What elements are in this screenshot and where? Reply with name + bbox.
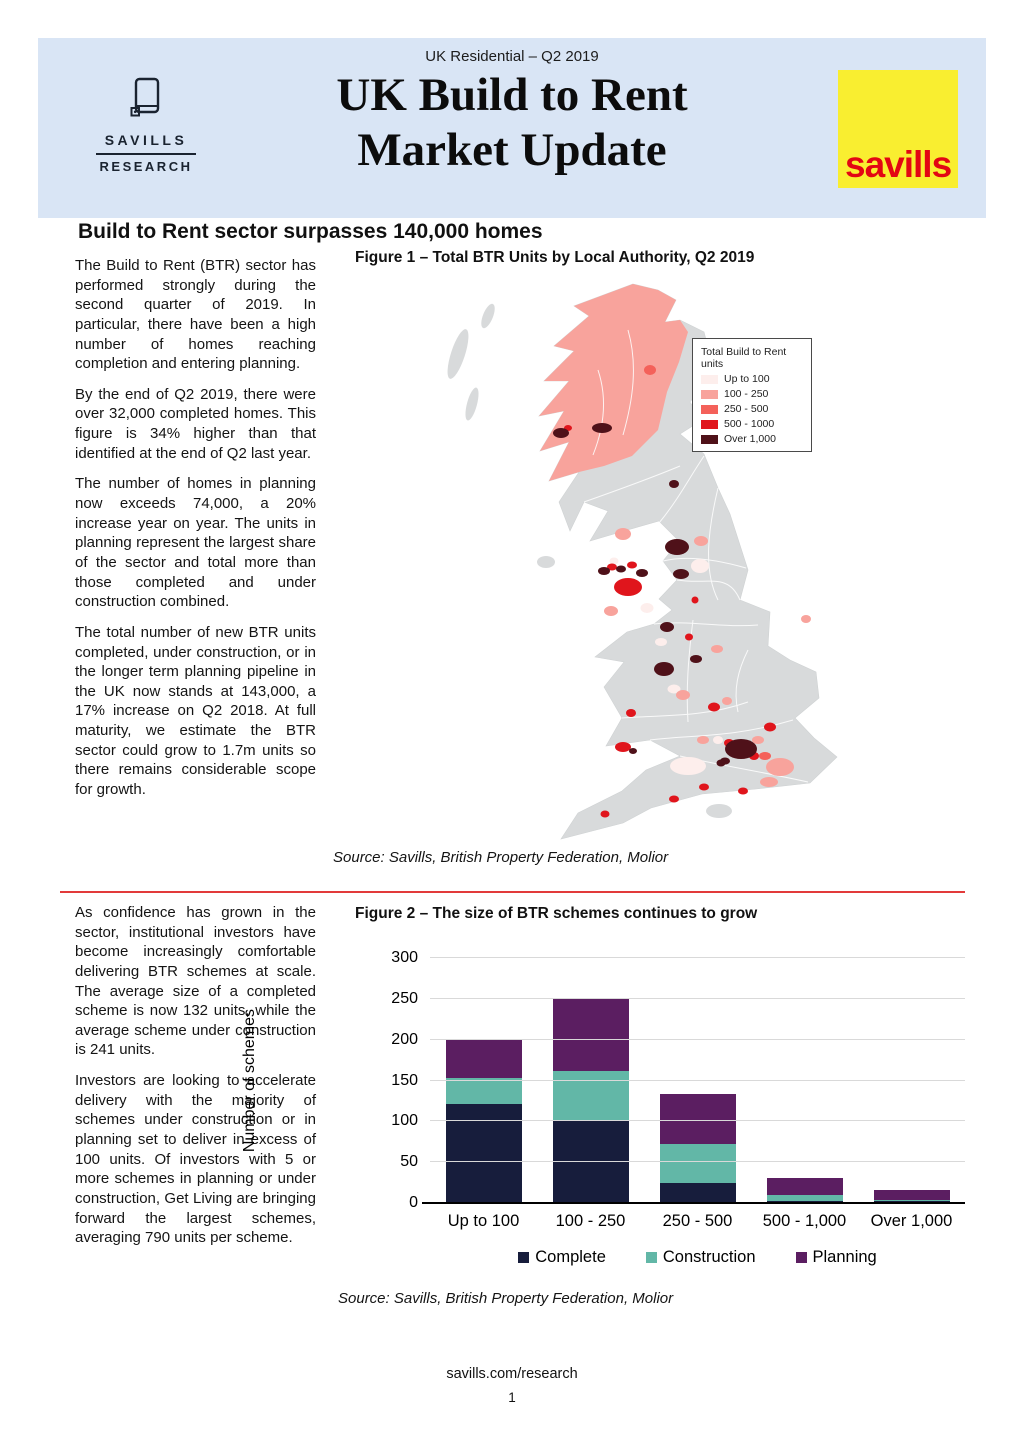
journal-icon	[78, 76, 214, 128]
report-title-line2: Market Update	[357, 123, 667, 176]
paragraph: The Build to Rent (BTR) sector has performed strongly during the second quarter of 2019. In particular, there have been a high number of homes reaching completion and entering planning.	[75, 257, 316, 373]
savills-logo	[838, 70, 958, 188]
x-tick-label: Up to 100	[447, 1212, 520, 1230]
legend-swatch	[701, 375, 718, 384]
body-column-2	[75, 903, 316, 1259]
legend-swatch	[518, 1252, 529, 1263]
gridline	[430, 1120, 965, 1121]
bar-segment-planning	[446, 1039, 522, 1078]
legend-swatch	[701, 405, 718, 414]
y-axis-label: Number of schemes	[241, 1008, 258, 1153]
uk-choropleth-map	[418, 270, 870, 848]
map-legend-item	[701, 433, 805, 445]
gridline	[430, 998, 965, 999]
bar-segment-planning	[767, 1178, 843, 1195]
x-axis-line	[422, 1202, 965, 1204]
map-legend	[692, 338, 812, 452]
section-divider	[60, 891, 965, 893]
paragraph: The total number of new BTR units completed, under construction, or in the longer term planning pipeline in the UK now stands at 143,000, a 17% increase on Q2 2018. At full maturity, we estimate the BTR sector could grow to 1.7m units so there remains considerable scope for growth.	[75, 623, 316, 799]
bar-segment-planning	[553, 998, 629, 1071]
gridline	[430, 1080, 965, 1081]
bar-100-250	[553, 998, 629, 1202]
bar-segment-construction	[553, 1071, 629, 1121]
map-legend-item	[701, 388, 805, 400]
legend-label: 100 - 250	[724, 388, 769, 400]
bar-segment-planning	[874, 1190, 950, 1200]
map-legend-item	[701, 418, 805, 430]
paragraph: The number of homes in planning now exceeds 74,000, a 20% increase year on year. The units in planning represent the largest share of the sector and total more than those completed and under construction combined.	[75, 475, 316, 611]
bar-segment-construction	[660, 1144, 736, 1183]
paragraph: As confidence has grown in the sector, institutional investors have become increasingly comfortable delivering BTR schemes at scale. The average size of a completed scheme is now 132 units, while the average scheme under construction is 241 units.	[75, 904, 316, 1059]
y-tick-label: 250	[391, 989, 418, 1007]
bar-segment-complete	[660, 1183, 736, 1202]
paragraph: By the end of Q2 2019, there were over 32,000 completed homes. This figure is 34% higher than that identified at the end of Q2 last year.	[75, 385, 316, 462]
gridline	[430, 957, 965, 958]
map-legend-title: Total Build to Rent units	[701, 346, 787, 370]
paragraph: Investors are looking to accelerate delivery with the majority of schemes under construction or in planning set to deliver in excess of 100 units. Of investors with 5 or more schemes in planning or under construction, Get Living are bringing forward the largest schemes, averaging 790 units per scheme.	[75, 1072, 316, 1247]
savills-logo-text: savills	[845, 144, 952, 185]
figure2-source: Source: Savills, British Property Federation, Molior	[338, 1290, 674, 1307]
research-logo-research: RESEARCH	[99, 159, 193, 174]
x-tick-label: Over 1,000	[870, 1212, 953, 1230]
bar-segment-complete	[446, 1104, 522, 1202]
y-tick-label: 100	[391, 1112, 418, 1130]
research-logo-savills: SAVILLS	[104, 132, 188, 148]
map-legend-item	[701, 403, 805, 415]
map-legend-item	[701, 373, 805, 385]
figure1-source: Source: Savills, British Property Federation, Molior	[333, 849, 669, 866]
legend-item-construction	[646, 1248, 756, 1267]
gridline	[430, 1161, 965, 1162]
research-logo-rule	[96, 153, 196, 155]
legend-label: Over 1,000	[724, 433, 776, 445]
bar-250-500	[660, 1094, 736, 1202]
chart-plot-area	[391, 949, 965, 1211]
legend-label: Construction	[662, 1248, 756, 1266]
bar-segment-complete	[767, 1201, 843, 1202]
legend-label: Complete	[535, 1248, 606, 1266]
legend-swatch	[701, 390, 718, 399]
bar-500-1-000	[767, 1178, 843, 1202]
bar-segment-construction	[446, 1078, 522, 1104]
legend-item-planning	[796, 1248, 877, 1267]
x-tick-label: 250 - 500	[662, 1212, 733, 1230]
legend-item-complete	[518, 1248, 606, 1267]
x-tick-label: 500 - 1,000	[762, 1212, 847, 1230]
report-kicker: UK Residential – Q2 2019	[425, 48, 599, 65]
header-banner	[38, 38, 986, 218]
legend-swatch	[646, 1252, 657, 1263]
body-column-1	[75, 256, 316, 811]
x-axis-labels	[430, 1212, 965, 1231]
section-heading: Build to Rent sector surpasses 140,000 homes	[78, 220, 543, 243]
figure2-title: Figure 2 – The size of BTR schemes continues to grow	[355, 905, 758, 922]
y-tick-label: 0	[409, 1194, 418, 1211]
report-title-line1: UK Build to Rent	[336, 69, 688, 121]
y-tick-label: 200	[391, 1030, 418, 1048]
footer-url: savills.com/research	[446, 1366, 578, 1382]
bar-segment-complete	[874, 1201, 950, 1202]
page-number: 1	[508, 1390, 516, 1405]
legend-swatch	[701, 420, 718, 429]
legend-swatch	[796, 1252, 807, 1263]
y-tick-label: 150	[391, 1071, 418, 1089]
bar-over-1-000	[874, 1190, 950, 1202]
legend-swatch	[701, 435, 718, 444]
y-tick-label: 50	[400, 1153, 418, 1171]
savills-research-logo	[78, 76, 214, 174]
stacked-bar-chart	[241, 930, 985, 1275]
legend-label: Up to 100	[724, 373, 770, 385]
bar-segment-planning	[660, 1094, 736, 1144]
map-legend-items	[701, 373, 805, 445]
legend-label: 250 - 500	[724, 403, 769, 415]
legend-label: 500 - 1000	[724, 418, 775, 430]
chart-legend	[430, 1248, 965, 1267]
gridline	[430, 1039, 965, 1040]
x-tick-label: 100 - 250	[555, 1212, 626, 1230]
legend-label: Planning	[812, 1248, 877, 1266]
figure1-title: Figure 1 – Total BTR Units by Local Authority, Q2 2019	[355, 249, 755, 266]
y-tick-label: 300	[391, 949, 418, 966]
